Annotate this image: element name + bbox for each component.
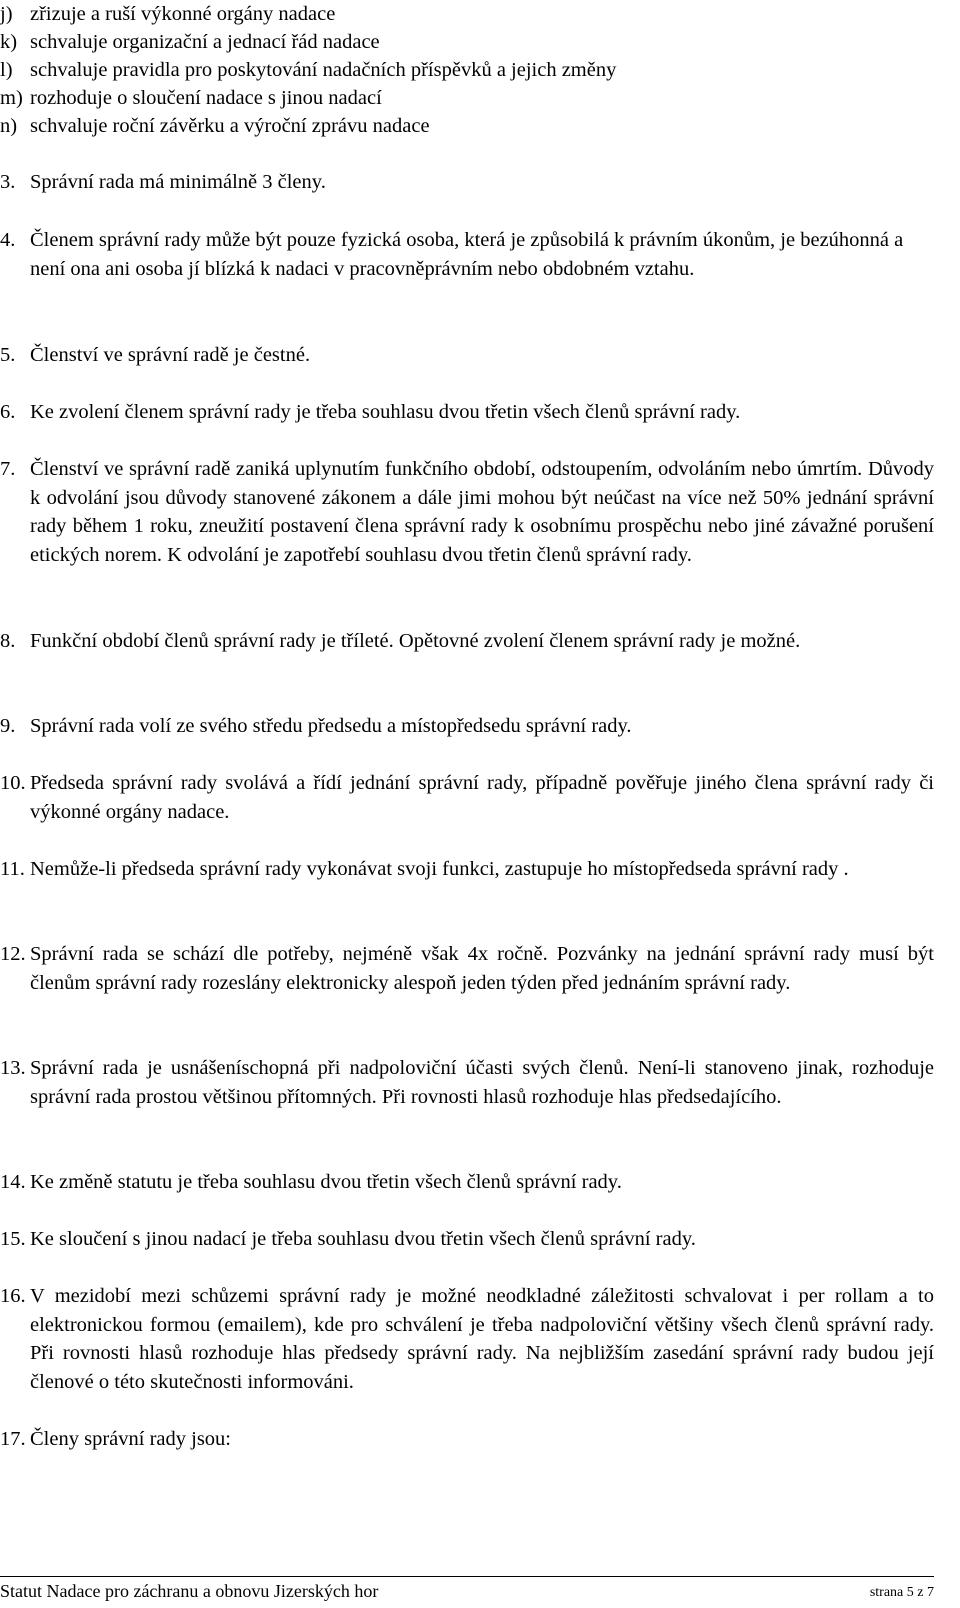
paragraph-text: Členství ve správní radě je čestné. (30, 344, 311, 366)
paragraph-9 (0, 712, 934, 741)
paragraph-text: Správní rada se schází dle potřeby, nejméně však 4x ročně. Pozvánky na jednání správní rady musí být členům správní rady rozeslány elektronicky alespoň jeden týden před jednáním správní rady. (30, 943, 934, 994)
paragraph-14 (0, 1168, 934, 1197)
paragraph-number: 7. (0, 458, 16, 480)
paragraph-text: Správní rada má minimálně 3 členy. (30, 171, 326, 193)
paragraph-5 (0, 341, 934, 370)
paragraph-12 (0, 940, 934, 997)
paragraph-text: Ke sloučení s jinou nadací je třeba souhlasu dvou třetin všech členů správní rady. (30, 1228, 696, 1250)
paragraph-number: 16. (0, 1285, 26, 1307)
paragraph-8 (0, 627, 934, 656)
paragraph-text: Členem správní rady může být pouze fyzická osoba, která je způsobilá k právním úkonům, je bezúhonná a není ona ani osoba jí blízká k nadaci v pracovněprávním nebo obdobném vztahu. (30, 229, 904, 280)
paragraph-15 (0, 1225, 934, 1254)
paragraph-text: Správní rada je usnášeníschopná při nadpoloviční účasti svých členů. Není-li stanoveno jinak, rozhoduje správní rada prostou většinou přítomných. Při rovnosti hlasů rozhoduje hlas předsedajícího. (30, 1057, 934, 1108)
paragraph-text: Funkční období členů správní rady je tříleté. Opětovné zvolení členem správní rady je možné. (30, 630, 801, 652)
paragraph-text: V mezidobí mezi schůzemi správní rady je možné neodkladné záležitosti schvalovat i per rollam a to elektronickou formou (emailem), kde pro schválení je třeba nadpoloviční většiny všech členů správní rady. Při rovnosti hlasů rozhoduje hlas předsedy správní rady. Na nejbližším zasedání správní rady budou její členové o této skutečnosti informováni. (30, 1285, 934, 1393)
list-text: schvaluje organizační a jednací řád nadace (30, 31, 380, 53)
paragraph-17 (0, 1425, 934, 1454)
paragraph-3 (0, 168, 934, 197)
footer-document-title: Statut Nadace pro záchranu a obnovu Jizerských hor (0, 1581, 379, 1601)
list-text: rozhoduje o sloučení nadace s jinou nadací (30, 87, 382, 109)
list-letter: j) (0, 3, 13, 25)
list-letter: m) (0, 87, 23, 109)
paragraph-number: 4. (0, 229, 16, 251)
paragraph-text: Nemůže-li předseda správní rady vykonávat svoji funkci, zastupuje ho místopředseda správní rady . (30, 858, 849, 880)
list-letter: l) (0, 59, 13, 81)
paragraph-text: Ke změně statutu je třeba souhlasu dvou třetin všech členů správní rady. (30, 1171, 622, 1193)
list-text: zřizuje a ruší výkonné orgány nadace (30, 3, 336, 25)
paragraph-number: 12. (0, 943, 26, 965)
paragraph-text: Správní rada volí ze svého středu předsedu a místopředsedu správní rady. (30, 715, 632, 737)
list-letter: k) (0, 31, 18, 53)
paragraph-number: 5. (0, 344, 16, 366)
paragraph-4 (0, 226, 934, 283)
paragraph-number: 6. (0, 401, 16, 423)
paragraph-number: 9. (0, 715, 16, 737)
paragraph-number: 17. (0, 1428, 26, 1450)
footer-page-number: strana 5 z 7 (869, 1585, 934, 1600)
paragraph-16 (0, 1282, 934, 1396)
paragraph-text: Členy správní rady jsou: (30, 1428, 231, 1450)
footer-divider (0, 1576, 934, 1577)
paragraph-number: 10. (0, 772, 26, 794)
paragraph-11 (0, 855, 934, 884)
paragraph-text: Předseda správní rady svolává a řídí jednání správní rady, případně pověřuje jiného člena správní rady či výkonné orgány nadace. (30, 772, 934, 823)
paragraph-number: 15. (0, 1228, 26, 1250)
list-text: schvaluje roční závěrku a výroční zprávu nadace (30, 115, 430, 137)
paragraph-number: 3. (0, 171, 16, 193)
paragraph-number: 8. (0, 630, 16, 652)
list-text: schvaluje pravidla pro poskytování nadačních příspěvků a jejich změny (30, 59, 617, 81)
paragraph-text: Členství ve správní radě zaniká uplynutím funkčního období, odstoupením, odvoláním nebo úmrtím. Důvody k odvolání jsou důvody stanovené zákonem a dále jimi mohou být neúčast na více než 50% jednání správní rady během 1 roku, zneužití postavení člena správní rady k osobnímu prospěchu nebo jiné závažné porušení etických norem. K odvolání je zapotřebí souhlasu dvou třetin členů správní rady. (30, 458, 934, 566)
paragraph-7 (0, 455, 934, 569)
list-letter: n) (0, 115, 18, 137)
paragraph-13 (0, 1054, 934, 1111)
paragraph-number: 11. (0, 858, 25, 880)
paragraph-6 (0, 398, 934, 427)
paragraph-number: 13. (0, 1057, 26, 1079)
paragraph-10 (0, 769, 934, 826)
paragraph-number: 14. (0, 1171, 26, 1193)
paragraph-text: Ke zvolení členem správní rady je třeba souhlasu dvou třetin všech členů správní rady. (30, 401, 741, 423)
